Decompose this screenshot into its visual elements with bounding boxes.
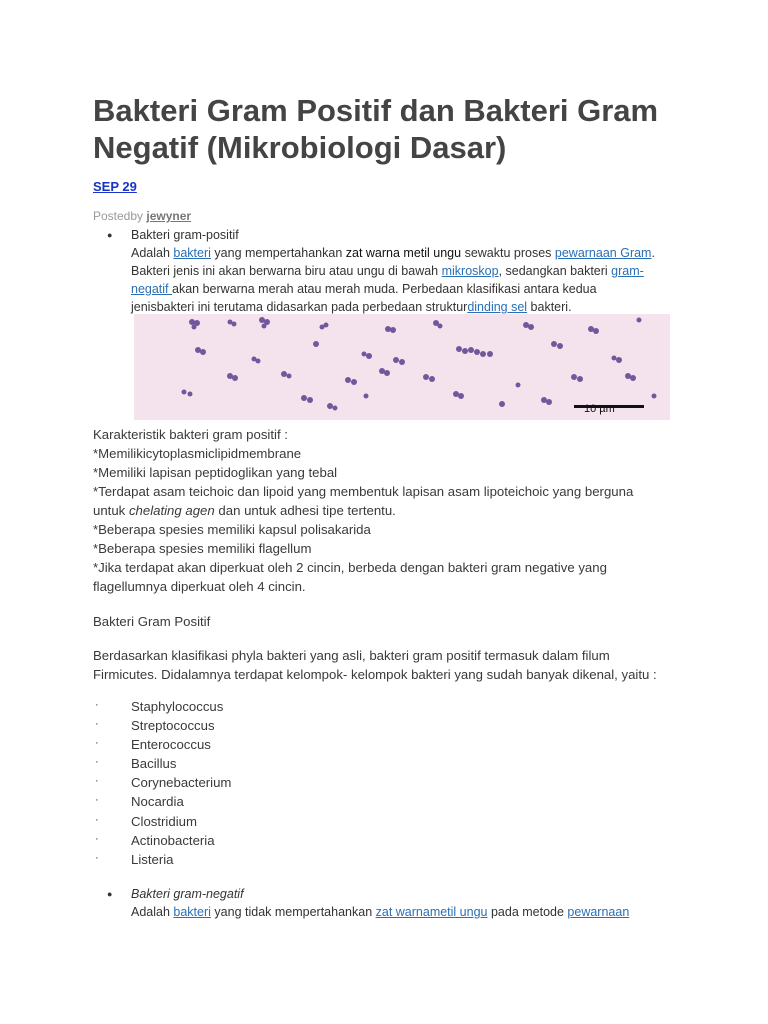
bullet-icon: ● [107, 889, 113, 899]
gram-negatif-link[interactable]: gram- [611, 264, 644, 278]
text: bakteri. [527, 300, 572, 314]
characteristic-item-continuation [93, 501, 693, 520]
micrograph-image [134, 314, 670, 420]
pewarnaan-gram-link[interactable]: pewarnaan Gram [554, 246, 652, 260]
bullet-dot-icon: · [95, 775, 99, 787]
text: sewaktu proses [461, 246, 555, 260]
text: pada metode [487, 905, 568, 919]
text: yang tidak mempertahankan [210, 905, 376, 919]
characteristic-item: *Terdapat asam teichoic dan lipoid yang membentuk lapisan asam lipoteichoic yang berguna [93, 484, 634, 499]
genus-item: Clostridium [131, 814, 197, 829]
posted-by [93, 209, 191, 223]
classification-line: Berdasarkan klasifikasi phyla bakteri yang asli, bakteri gram positif termasuk dalam filum [93, 648, 610, 663]
page-title: Bakteri Gram Positif dan Bakteri Gram Negatif (Mikrobiologi Dasar) [93, 93, 659, 165]
scale-label: 10 µm [584, 403, 615, 415]
bullet-dot-icon: · [95, 833, 99, 845]
text: , sedangkan bakteri [498, 264, 612, 278]
text: untuk [93, 503, 129, 518]
genus-item: Nocardia [131, 794, 184, 809]
bakteri-link[interactable]: bakteri [173, 246, 211, 260]
section1-line2 [131, 262, 644, 280]
section2-heading [131, 885, 244, 903]
post-date-link[interactable]: SEP 29 [93, 179, 137, 194]
characteristic-item: *Beberapa spesies memiliki kapsul polisakarida [93, 522, 371, 537]
characteristics-heading: Karakteristik bakteri gram positif : [93, 427, 288, 442]
posted-by-prefix: Postedby [93, 209, 147, 223]
text: yang mempertahankan [210, 246, 346, 260]
section2-line1 [131, 903, 629, 921]
genus-item: Staphylococcus [131, 699, 224, 714]
section1-heading: Bakteri gram-positif [131, 228, 239, 242]
zat-warna-link[interactable]: zat warnametil ungu [375, 905, 488, 919]
genus-item: Streptococcus [131, 718, 215, 733]
genus-item: Listeria [131, 852, 174, 867]
genus-item: Bacillus [131, 756, 177, 771]
section1-line3 [131, 280, 597, 298]
section1-line1 [131, 244, 655, 262]
characteristic-item: *Memiliki lapisan peptidoglikan yang tebal [93, 465, 338, 480]
section2-heading-text: Bakteri gram-negatif [131, 887, 244, 901]
pewarnaan-link[interactable]: pewarnaan [567, 905, 630, 919]
bakteri-link-2[interactable]: bakteri [173, 905, 211, 919]
characteristic-item: *Jika terdapat akan diperkuat oleh 2 cincin, berbeda dengan bakteri gram negative yang [93, 560, 607, 575]
text: Adalah [131, 905, 174, 919]
gram-negatif-link-2[interactable]: negatif [131, 282, 173, 296]
characteristic-item: flagellumnya diperkuat oleh 4 cincin. [93, 579, 306, 594]
author-link[interactable]: jewyner [146, 209, 192, 223]
characteristic-item: *Beberapa spesies memiliki flagellum [93, 541, 312, 556]
text: Bakteri jenis ini akan berwarna biru atau ungu di bawah [131, 264, 442, 278]
bullet-icon: ● [107, 230, 113, 240]
text: jenisbakteri ini terutama didasarkan pada perbedaan struktur [131, 300, 468, 314]
genus-item: Corynebacterium [131, 775, 232, 790]
bullet-dot-icon: · [95, 718, 99, 730]
bullet-dot-icon: · [95, 852, 99, 864]
highlight-text: zat warna metil ungu [345, 246, 462, 260]
characteristic-item: *Memilikicytoplasmiclipidmembrane [93, 446, 302, 461]
mikroskop-link[interactable]: mikroskop [441, 264, 499, 278]
bullet-dot-icon: · [95, 737, 99, 749]
text: dan untuk adhesi tipe tertentu. [214, 503, 396, 518]
text: . [651, 246, 655, 260]
text: akan berwarna merah atau merah muda. Perbedaan klasifikasi antara kedua [172, 282, 597, 296]
genus-item: Actinobacteria [131, 833, 215, 848]
gram-positive-heading: Bakteri Gram Positif [93, 614, 211, 629]
bullet-dot-icon: · [95, 794, 99, 806]
dinding-sel-link[interactable]: dinding sel [467, 300, 528, 314]
genus-item: Enterococcus [131, 737, 211, 752]
classification-line: Firmicutes. Didalamnya terdapat kelompok- kelompok bakteri yang sudah banyak dikenal, yaitu : [93, 667, 657, 682]
italic-term: chelating agen [128, 503, 215, 518]
bullet-dot-icon: · [95, 814, 99, 826]
bullet-dot-icon: · [95, 699, 99, 711]
text: Adalah [131, 246, 174, 260]
bullet-dot-icon: · [95, 756, 99, 768]
